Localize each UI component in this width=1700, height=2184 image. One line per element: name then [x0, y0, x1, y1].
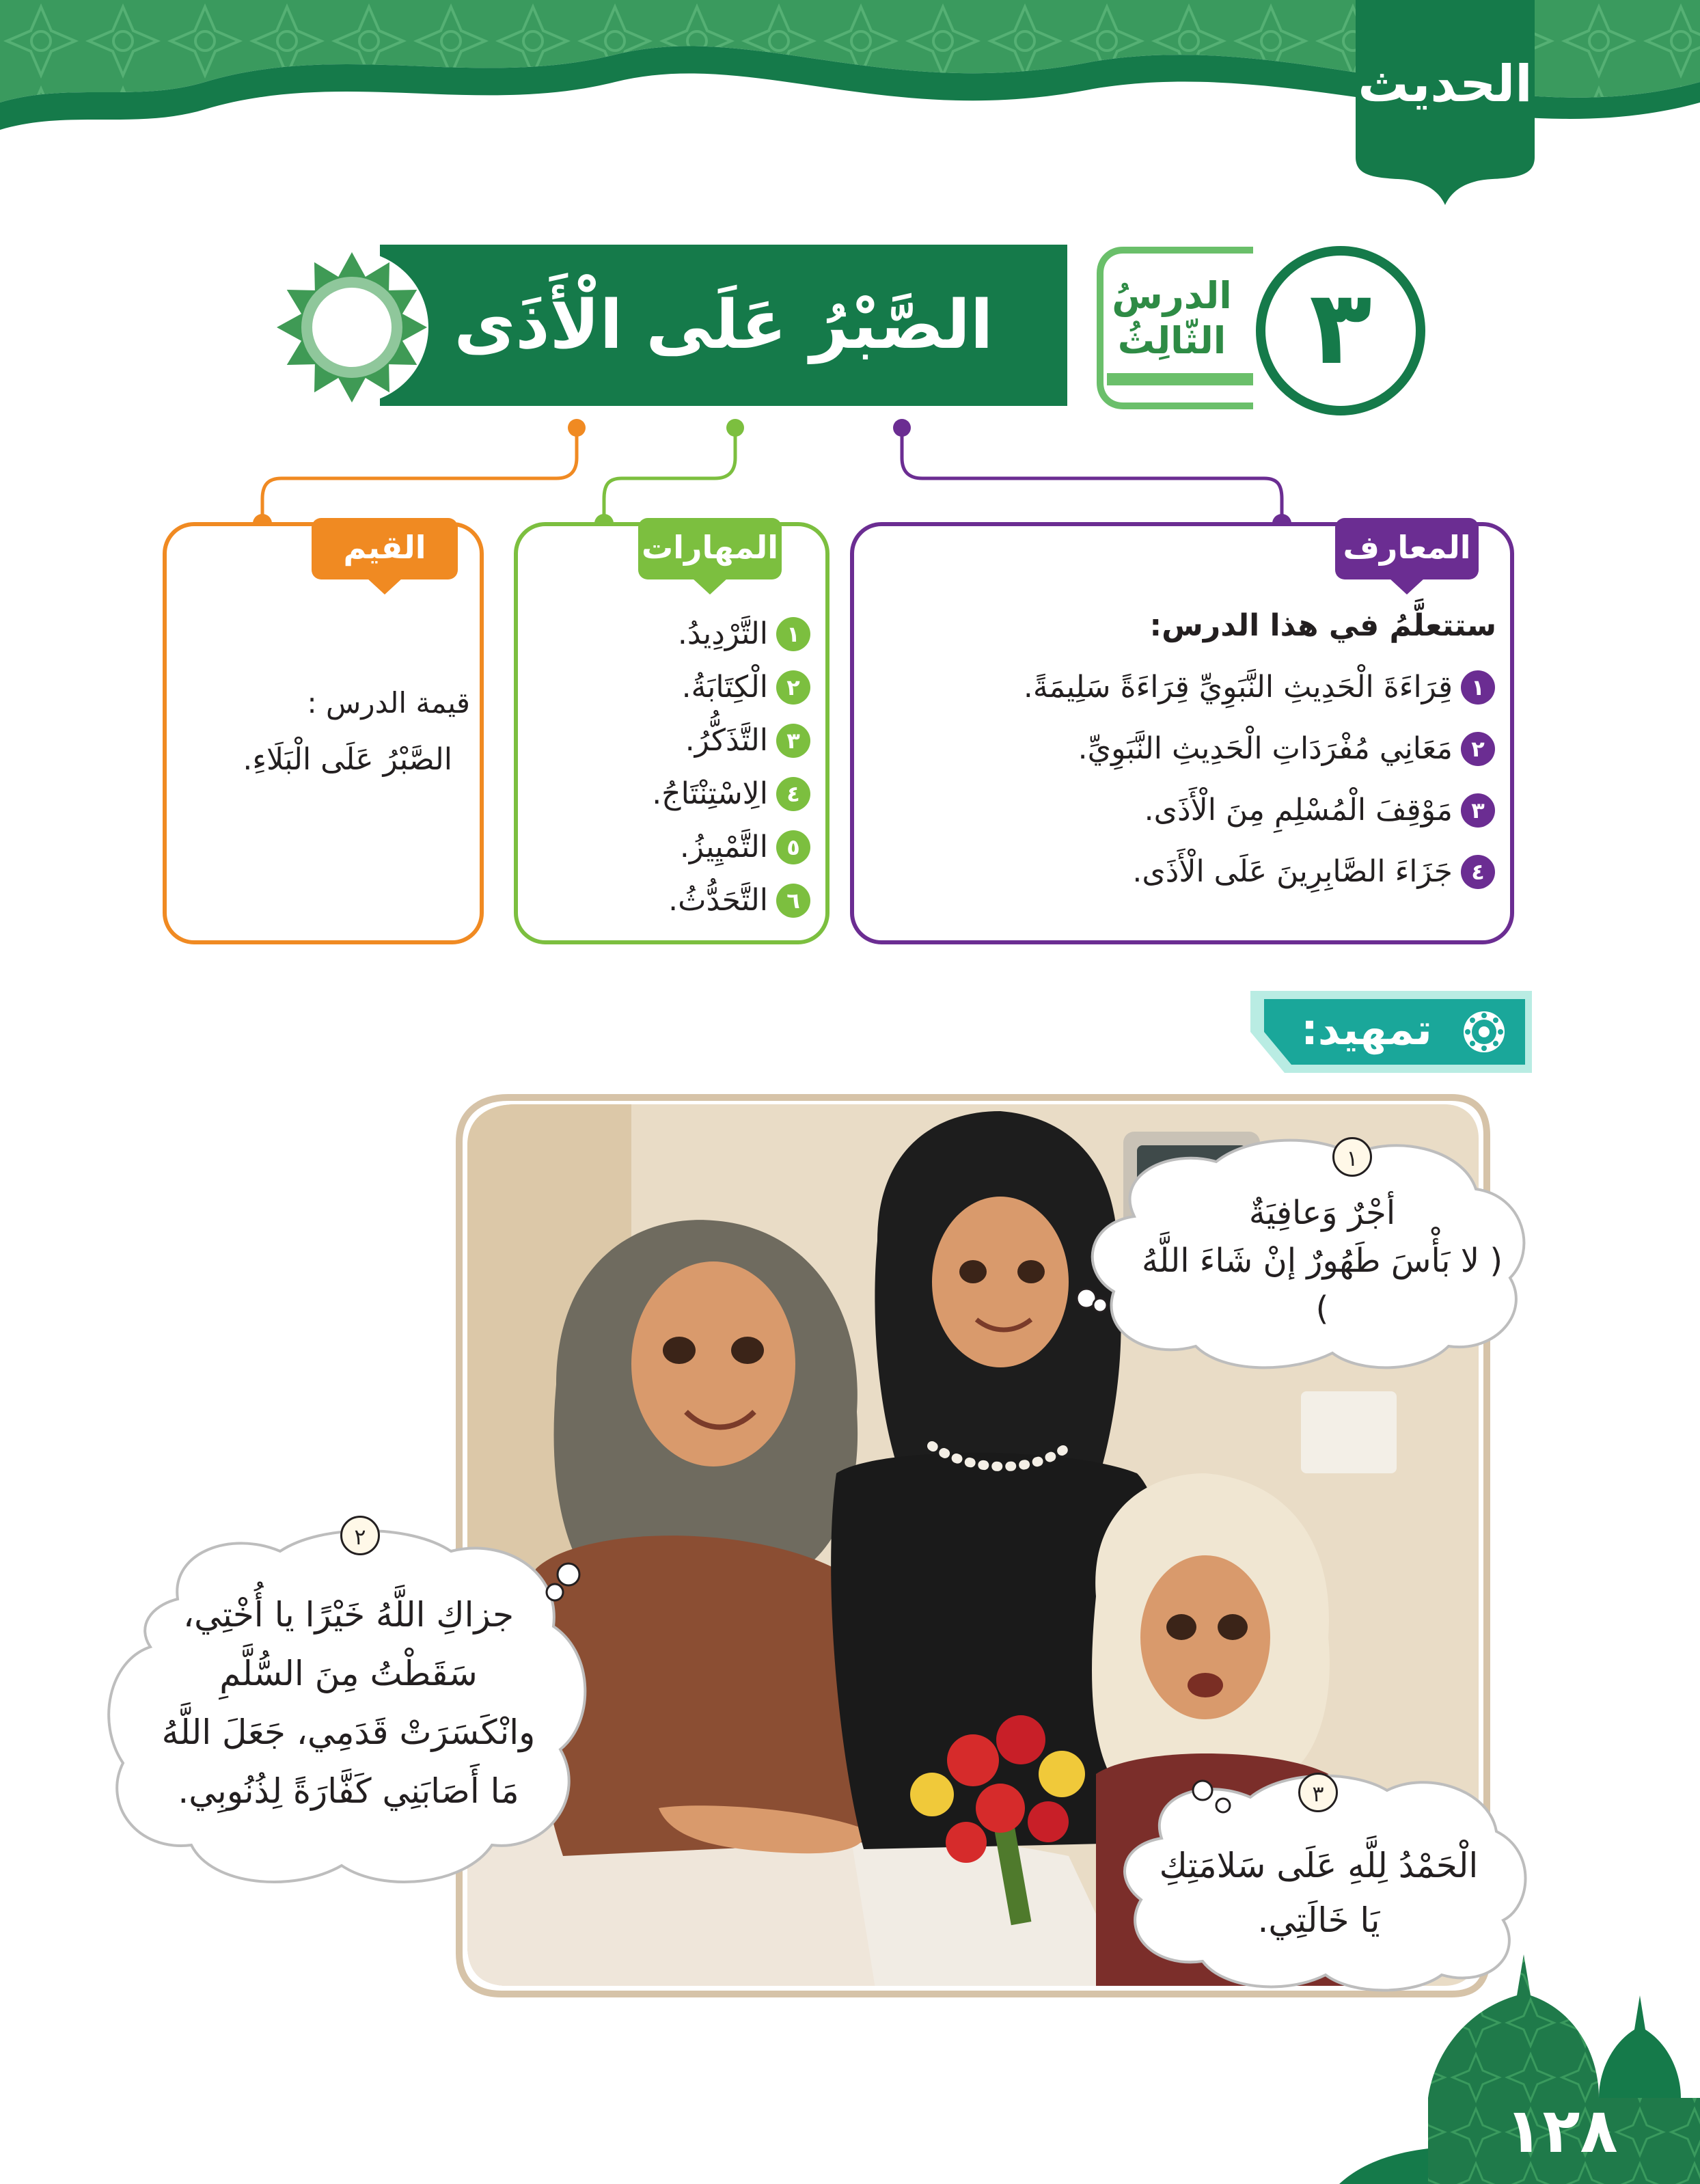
lesson-label-line1: الدرسُ: [1112, 274, 1232, 317]
bubble-line: مَا أَصَابَنِي كَفَّارَةً لِذُنُوبِي.: [178, 1771, 519, 1811]
skill-item: [678, 616, 810, 651]
knowledge-lead: ستتعلَّمُ في هذا الدرس:: [1149, 608, 1496, 643]
item-text: الِاسْتِنْتَاجُ.: [652, 776, 768, 811]
item-text: مَعَانِي مُفْرَدَاتِ الْحَدِيثِ النَّبَوِيِّ.: [1078, 731, 1453, 766]
lesson-label: [1100, 273, 1244, 364]
subject-tab: [1356, 0, 1535, 205]
bubble-2-text: [137, 1585, 560, 1820]
item-number: ٢: [776, 670, 810, 705]
knowledge-item: [1144, 793, 1495, 828]
item-text: التَّمْيِيزُ.: [679, 830, 768, 864]
bubble-1-text: [1134, 1189, 1510, 1333]
knowledge-tag-pointer: [1389, 578, 1425, 595]
item-number: ١: [1461, 670, 1495, 705]
values-tag-pointer: [367, 578, 402, 595]
knowledge-item: [1024, 670, 1495, 705]
knowledge-item: [1132, 854, 1495, 889]
bubble-3-text: [1148, 1838, 1490, 1948]
intro-label: تمهيد:: [1301, 1005, 1432, 1054]
knowledge-item: [1078, 731, 1495, 766]
skill-item: [682, 670, 810, 705]
bubble-line: جزاكِ اللَّهُ خَيْرًا يا أُخْتِي،: [183, 1595, 514, 1635]
knowledge-tag: المعارف: [1335, 518, 1479, 579]
item-text: التَّذَكُّرُ.: [685, 723, 768, 758]
subject-title: الحديث: [1358, 55, 1533, 113]
values-tag: القيم: [312, 518, 458, 579]
item-number: ٦: [776, 884, 810, 918]
lesson-label-line2: الثّالِثُ: [1117, 319, 1226, 362]
item-number: ٢: [1461, 732, 1495, 766]
bubble-line: ( لا بَأْسَ طَهُورٌ إنْ شَاءَ اللَّهُ ): [1141, 1242, 1503, 1328]
rosette-ornament-icon: [266, 242, 437, 413]
lesson-title: الصَّبْرُ عَلَى الْأَذَى: [454, 286, 993, 364]
skill-item: [668, 883, 810, 918]
item-number: ٣: [776, 724, 810, 758]
bubble-number: ٢: [340, 1516, 380, 1555]
values-box: [163, 522, 484, 944]
skills-tag: المهارات: [638, 518, 782, 579]
item-number: ٤: [1461, 855, 1495, 889]
bubble-line: يَا خَالَتِي.: [1257, 1900, 1380, 1940]
bubble-line: أجْرٌ وَعافِيَةٌ: [1248, 1194, 1396, 1232]
item-text: مَوْقِفَ الْمُسْلِمِ مِنَ الْأَذَى.: [1144, 793, 1453, 828]
skill-item: [652, 776, 810, 811]
skill-item: [680, 830, 810, 864]
bubble-line: وانْكَسَرَتْ قَدَمِي، جَعَلَ اللَّهُ: [161, 1712, 536, 1752]
bubble-number: ١: [1332, 1137, 1372, 1177]
bubble-line: الْحَمْدُ لِلَّهِ عَلَى سَلامَتِكِ: [1159, 1846, 1479, 1885]
item-number: ٥: [776, 830, 810, 864]
bubble-number: ٣: [1298, 1773, 1338, 1812]
values-lead: قيمة الدرس :: [307, 686, 470, 720]
lesson-number: ٣: [1309, 269, 1372, 387]
item-text: التَّرْدِيدُ.: [677, 616, 768, 651]
item-number: ٤: [776, 777, 810, 811]
page-number: ١٢٨: [1505, 2095, 1618, 2167]
skill-item: [685, 723, 810, 758]
item-number: ٣: [1461, 793, 1495, 828]
item-number: ١: [776, 617, 810, 651]
skills-tag-pointer: [692, 578, 728, 595]
values-text: الصَّبْرُ عَلَى الْبَلَاءِ.: [243, 742, 452, 777]
item-text: قِرَاءَةَ الْحَدِيثِ النَّبَوِيِّ قِرَاءَةً سَلِيمَةً.: [1023, 670, 1453, 705]
bubble-line: سَقَطْتُ مِنَ السُّلَّمِ: [219, 1654, 478, 1693]
item-text: جَزَاءَ الصَّابِرِينَ عَلَى الْأَذَى.: [1132, 854, 1453, 889]
item-text: الْكِتَابَةُ.: [681, 670, 768, 705]
item-text: التَّحَدُّثُ.: [668, 883, 768, 918]
